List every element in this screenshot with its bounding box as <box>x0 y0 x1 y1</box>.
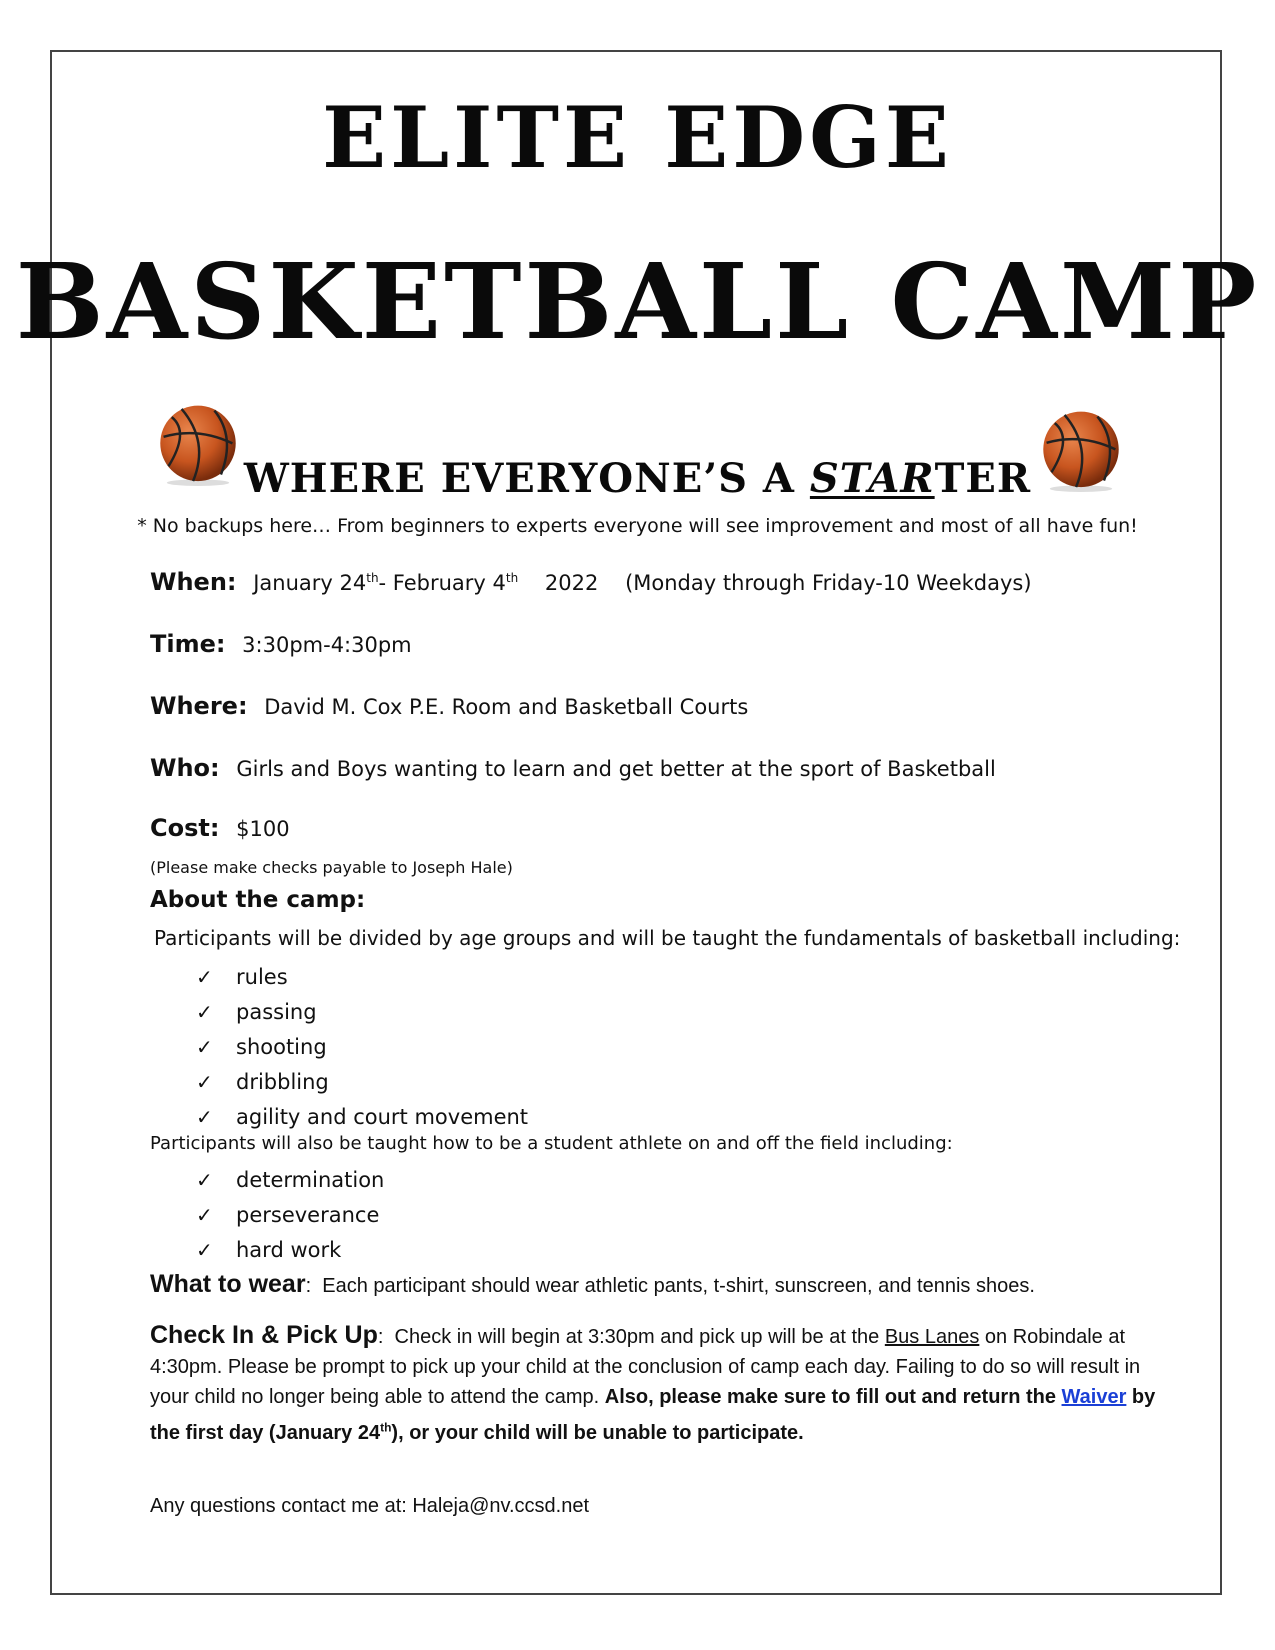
tagline-star: STAR <box>809 455 935 502</box>
tagline <box>0 455 1275 502</box>
when-row <box>150 568 1032 596</box>
wear-value: Each participant should wear athletic pants, t-shirt, sunscreen, and tennis shoes. <box>322 1275 1035 1297</box>
pickup-label: Check In & Pick Up <box>150 1321 378 1349</box>
where-value: David M. Cox P.E. Room and Basketball Courts <box>264 695 749 719</box>
who-row <box>150 754 996 782</box>
check-icon: ✓ <box>196 1035 213 1059</box>
no-backups-note: * No backups here… From beginners to experts everyone will see improvement and most of all have fun! <box>137 515 1138 537</box>
waiver-link[interactable]: Waiver <box>1061 1386 1127 1408</box>
when-end-sup: th <box>505 571 519 585</box>
list-item: ✓ perseverance <box>196 1198 384 1233</box>
about-heading: About the camp: <box>150 887 366 913</box>
list-item: ✓ determination <box>196 1163 384 1198</box>
bus-lanes-text: Bus Lanes <box>884 1326 980 1348</box>
who-label: Who: <box>150 754 220 782</box>
when-start-sup: th <box>366 571 379 585</box>
where-label: Where: <box>150 692 248 720</box>
cost-row <box>150 814 290 842</box>
check-icon: ✓ <box>196 965 213 989</box>
cost-value: $100 <box>236 817 290 841</box>
payment-note: (Please make checks payable to Joseph Hale) <box>150 858 513 877</box>
time-label: Time: <box>150 630 226 658</box>
list-item: ✓ shooting <box>196 1030 528 1065</box>
where-row <box>150 692 748 720</box>
tagline-text: WHERE EVERYONE’S A <box>243 455 810 502</box>
list-item: ✓ rules <box>196 960 528 995</box>
fundamentals-list <box>196 960 528 1135</box>
check-icon: ✓ <box>196 1168 213 1192</box>
check-icon: ✓ <box>196 1105 213 1129</box>
traits-list <box>196 1163 384 1268</box>
when-label: When: <box>150 568 237 596</box>
when-days: (Monday through Friday-10 Weekdays) <box>625 571 1032 595</box>
about-intro: Participants will be divided by age groups and will be taught the fundamentals of basketball including: <box>154 926 1181 950</box>
cost-label: Cost: <box>150 814 220 842</box>
when-start: January 24 <box>253 571 367 595</box>
check-icon: ✓ <box>196 1203 213 1227</box>
camp-title-line2: BASKETBALL CAMP <box>15 240 1260 363</box>
check-icon: ✓ <box>196 1070 213 1094</box>
tagline-ter: TER <box>934 455 1032 502</box>
check-icon: ✓ <box>196 1238 213 1262</box>
when-year: 2022 <box>544 571 599 595</box>
list-item: ✓ hard work <box>196 1233 384 1268</box>
list-item: ✓ dribbling <box>196 1065 528 1100</box>
check-in-pick-up: Check In & Pick Up: Check in will begin at 3:30pm and pick up will be at the Bus Lanes on Robindale at 4:30pm. Please be prompt to pick up your child at the conclusion of camp each day. Failing to do so will result in your child no longer being able to attend the camp. Also, please make sure to fill out and return the Waiver by the first day (January 24th), or your child will be unable to participate. <box>150 1321 1156 1444</box>
time-row <box>150 630 412 658</box>
who-value: Girls and Boys wanting to learn and get better at the sport of Basketball <box>236 757 996 781</box>
time-value: 3:30pm-4:30pm <box>242 633 412 657</box>
when-end: - February 4 <box>378 571 506 595</box>
about-intro-2: Participants will also be taught how to be a student athlete on and off the field including: <box>150 1133 953 1154</box>
check-icon: ✓ <box>196 1000 213 1024</box>
contact-info: Any questions contact me at: Haleja@nv.ccsd.net <box>150 1495 590 1517</box>
list-item: ✓ agility and court movement <box>196 1100 528 1135</box>
list-item: ✓ passing <box>196 995 528 1030</box>
wear-label: What to wear <box>150 1270 306 1298</box>
what-to-wear: What to wear: Each participant should wear athletic pants, t-shirt, sunscreen, and tennis shoes. <box>150 1270 1035 1298</box>
camp-title-line1: ELITE EDGE <box>322 88 953 187</box>
